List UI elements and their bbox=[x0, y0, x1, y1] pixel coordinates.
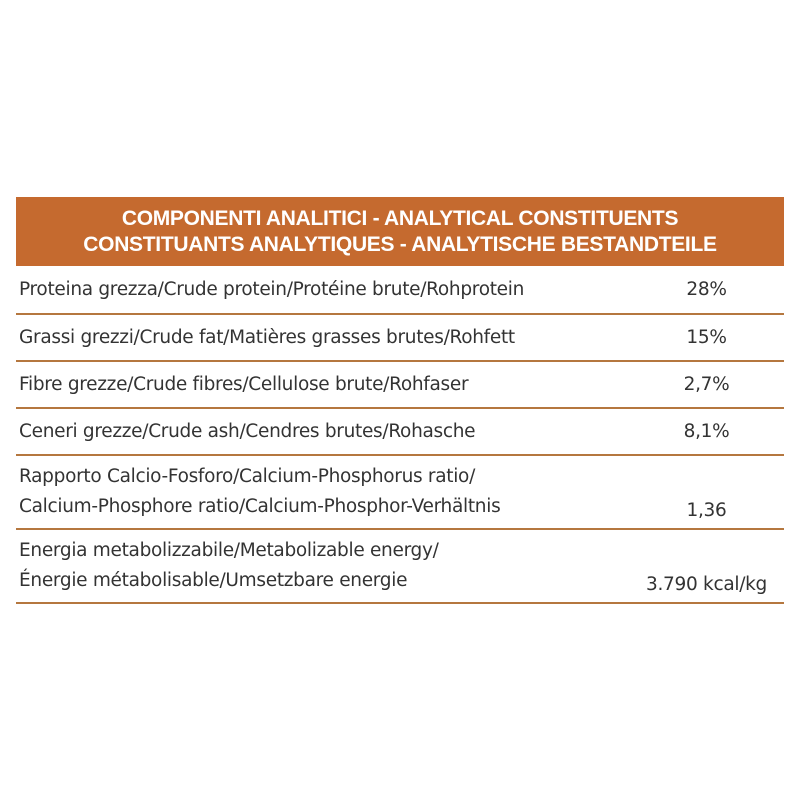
table-row bbox=[16, 456, 784, 530]
row-label-line: Rapporto Calcio-Fosforo/Calcium-Phosphorus ratio/ bbox=[19, 466, 476, 487]
row-label bbox=[16, 462, 629, 522]
table-row bbox=[16, 266, 784, 315]
analytical-constituents-table bbox=[16, 197, 784, 604]
row-label-line: Proteina grezza/Crude protein/Protéine brute/Rohprotein bbox=[19, 279, 525, 300]
table-row bbox=[16, 530, 784, 604]
row-value: 15% bbox=[686, 327, 727, 348]
row-label-line: Calcium-Phosphore ratio/Calcium-Phosphor-Verhältnis bbox=[19, 496, 501, 517]
row-value: 1,36 bbox=[686, 500, 727, 521]
row-label-line: Energia metabolizzabile/Metabolizable energy/ bbox=[19, 540, 439, 561]
row-label bbox=[16, 536, 629, 596]
header-title-line-2: CONSTITUANTS ANALYTIQUES - ANALYTISCHE BESTANDTEILE bbox=[83, 232, 717, 256]
row-value: 3.790 kcal/kg bbox=[646, 574, 767, 595]
table-row bbox=[16, 315, 784, 362]
row-label-line: Grassi grezzi/Crude fat/Matières grasses brutes/Rohfett bbox=[19, 327, 515, 348]
table-row bbox=[16, 362, 784, 409]
row-value: 2,7% bbox=[683, 374, 730, 395]
table-header bbox=[16, 197, 784, 266]
row-label bbox=[16, 421, 629, 442]
row-label bbox=[16, 374, 629, 395]
row-label bbox=[16, 279, 629, 300]
row-value: 28% bbox=[686, 279, 727, 300]
row-value: 8,1% bbox=[683, 421, 730, 442]
row-label-line: Énergie métabolisable/Umsetzbare energie bbox=[19, 570, 408, 591]
row-label-line: Fibre grezze/Crude fibres/Cellulose brute/Rohfaser bbox=[19, 374, 469, 395]
row-label-line: Ceneri grezze/Crude ash/Cendres brutes/Rohasche bbox=[19, 421, 476, 442]
row-label bbox=[16, 327, 629, 348]
table-row bbox=[16, 409, 784, 456]
header-title-line-1: COMPONENTI ANALITICI - ANALYTICAL CONSTITUENTS bbox=[121, 206, 679, 230]
